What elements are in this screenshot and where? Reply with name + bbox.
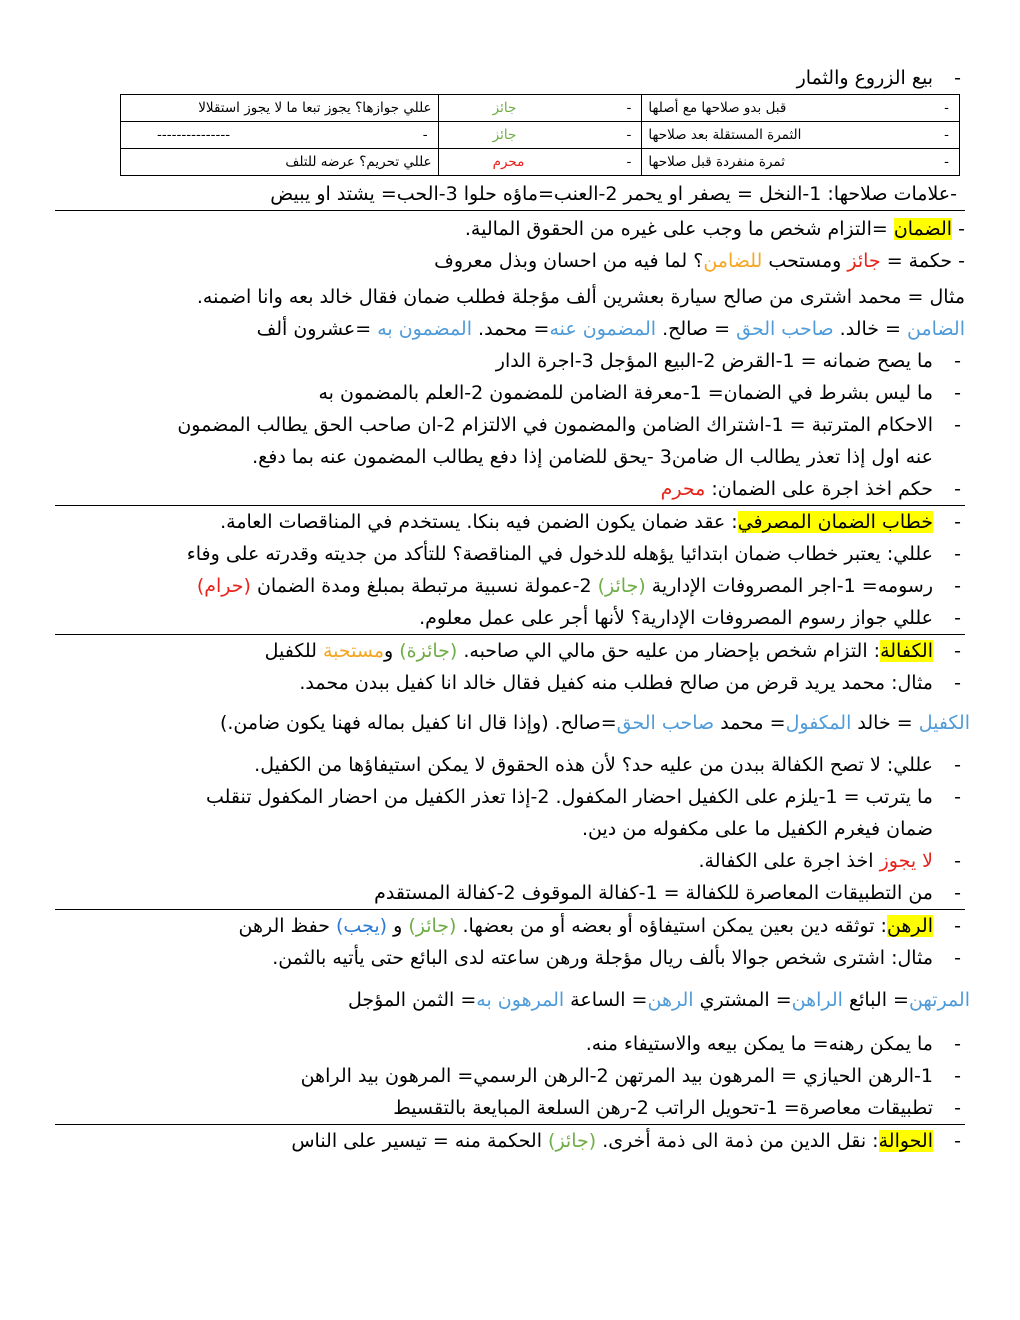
kafala-definition: - الكفالة: التزام شخص بإحضار من عليه حق مالي الي صاحبه. (جائزة) ومستحبة للكفيل — [55, 635, 965, 667]
ripeness-signs: -علامات صلاحها: 1-النخل = يصفر او يحمر 2-العنب=ماؤه حلوا 3-الحب= يشتد او يبيض — [270, 183, 957, 205]
daman-wisdom: - حكمة = جائز ومستحب للضامن؟ لما فيه من احسان وبذل معروف — [434, 250, 965, 272]
rahn-apps: - تطبيقات معاصرة= 1-تحويل الراتب 2-رهن السلعة المبايعة بالتقسيط — [55, 1092, 965, 1124]
bank-fees: - رسومه= 1-اجر المصروفات الإدارية (جائز) 2-عمولة نسبية مرتبطة بمبلغ ومدة الضمان (حرام) — [55, 570, 965, 602]
divider — [55, 210, 965, 211]
kafala-parties: الكفيل = خالد المكفول= محمد صاحب الحق=صالح. (وإذا قال انا كفيل بماله فهنا يكون ضامن.) — [219, 712, 970, 734]
daman-rulings-cont: عنه اول إذا تعذر يطالب ال ضامن3 -يحق للضامن إذا دفع يطالب المضمون عنه بما دفع. — [252, 446, 933, 468]
rahn-what: - ما يمكن رهنه= ما يمكن بيعه والاستيفاء منه. — [55, 1028, 965, 1060]
table-cell: - الثمرة المستقلة بعد صلاحها — [642, 122, 960, 149]
rahn-parties: المرتهن= البائع الراهن= المشتري الرهن= الساعة المرهون به= الثمن المؤجل — [348, 989, 970, 1011]
table-cell: - جائز — [438, 95, 642, 122]
table-cell: - محرم — [438, 149, 642, 176]
daman-rulings: - الاحكام المترتبة = 1-اشتراك الضامن والمضمون في الالتزام 2-ان صاحب الحق يطالب المضمون — [55, 409, 965, 441]
daman-definition: - الضمان =التزام شخص ما وجب على غيره من الحقوق المالية. — [464, 218, 965, 240]
table-row — [121, 95, 960, 122]
rahn-types: - 1-الرهن الحيازي = المرهون بيد المرتهن 2-الرهن الرسمي= المرهون بيد الراهن — [55, 1060, 965, 1092]
table-cell: - ثمرة منفردة قبل صلاحها — [642, 149, 960, 176]
bank-definition: - خطاب الضمان المصرفي: عقد ضمان يكون الضمن فيه بنكا. يستخدم في المناقصات العامة. — [55, 506, 965, 538]
daman-valid: - ما يصح ضمانه = 1-القرض 2-البيع المؤجل 3-اجرة الدار — [55, 345, 965, 377]
kafala-result: - ما يترتب = 1-يلزم على الكفيل احضار المكفول. 2-إذا تعذر الكفيل من احضار المكفول تنقلب — [55, 781, 965, 813]
kafala-why: - عللي: لا تصح الكفالة ببدن من عليه حد؟ لأن هذه الحقوق لا يمكن استيفاؤها من الكفيل. — [55, 749, 965, 781]
table-cell: - --------------- — [121, 122, 439, 149]
daman-example: مثال = محمد اشترى من صالح سيارة بعشرين ألف مؤجلة فطلب ضمان فقال خالد بعه وانا اضمنه. — [196, 286, 965, 308]
sale-ruling-table — [120, 94, 960, 176]
daman-fee: - حكم اخذ اجرة على الضمان: محرم — [55, 473, 965, 505]
kafala-example: - مثال: محمد يريد قرض من صالح فطلب منه كفيل فقال خالد انا كفيل ببدن محمد. — [55, 667, 965, 699]
bank-why: - عللي: يعتبر خطاب ضمان ابتدائيا يؤهله للدخول في المناقصة؟ للتأكد من جديته وقدرته على وفاء — [55, 538, 965, 570]
rahn-example: - مثال: اشترى شخص جوالا بألف ريال مؤجلة ورهن ساعته لدى البائع حتى يأتيه بالثمن. — [55, 942, 965, 974]
daman-not-required: - ما ليس بشرط في الضمان= 1-معرفة الضامن للمضمون 2-العلم بالمضمون به — [55, 377, 965, 409]
hawala-definition: - الحوالة: نقل الدين من ذمة الى ذمة أخرى. (جائز) الحكمة منه = تيسير على الناس — [55, 1125, 965, 1157]
rahn-definition: - الرهن: توثقه دين بعين يمكن استيفاؤه أو بعضه أو من بعضها. (جائز) و (يجب) حفظ الرهن — [55, 910, 965, 942]
table-cell: عللي جوازها؟ يجوز تبعا ما لا يجوز استقلالا — [121, 95, 439, 122]
table-cell: - جائز — [438, 122, 642, 149]
table-row — [121, 122, 960, 149]
daman-parties: الضامن = خالد. صاحب الحق = صالح. المضمون عنه= محمد. المضمون به =عشرون ألف — [256, 318, 965, 340]
kafala-fee: - لا يجوز اخذ اجرة على الكفالة. — [55, 845, 965, 877]
table-cell: - قبل بدو صلاحها مع أصلها — [642, 95, 960, 122]
bank-fees-why: - عللي جواز رسوم المصروفات الإدارية؟ لأنها أجر على عمل معلوم. — [55, 602, 965, 634]
section-title: - بيع الزروع والثمار — [55, 62, 965, 94]
table-row — [121, 149, 960, 176]
kafala-result-cont: ضمان فيغرم الكفيل ما على مكفوله من دين. — [581, 818, 933, 840]
kafala-apps: - من التطبيقات المعاصرة للكفالة = 1-كفالة الموقوف 2-كفالة المستقدم — [55, 877, 965, 909]
table-cell: عللي تحريم؟ عرضه للتلف — [121, 149, 439, 176]
document-page — [55, 62, 970, 1157]
